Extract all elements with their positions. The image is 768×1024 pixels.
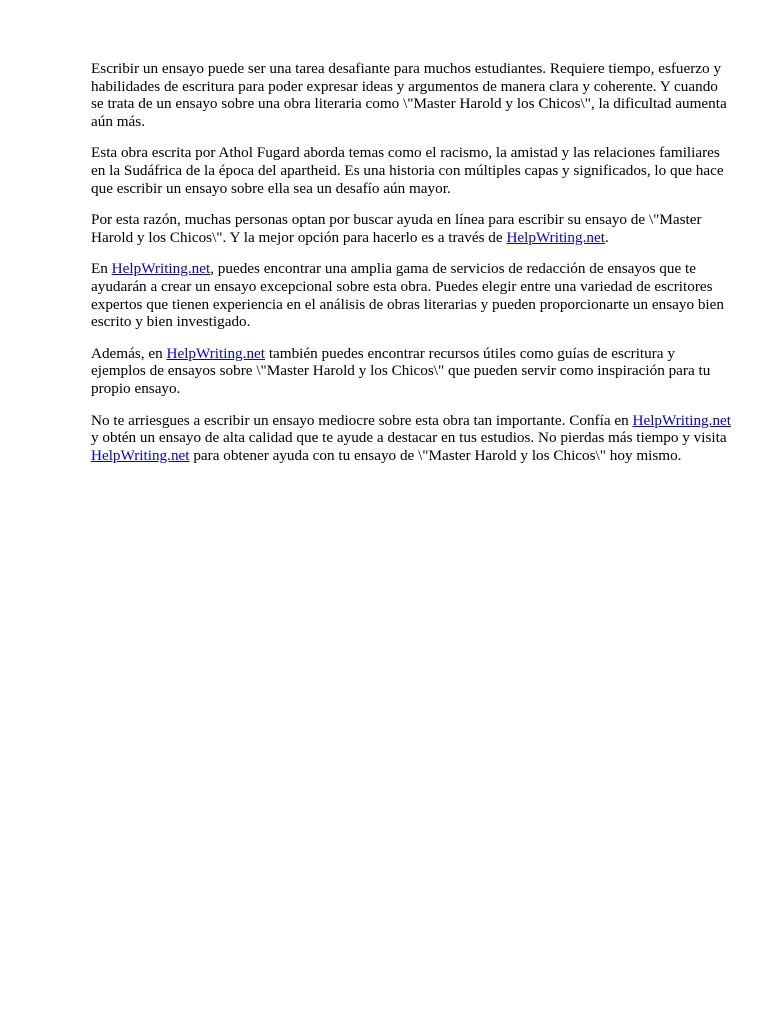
helpwriting-link[interactable]: HelpWriting.net [506,228,605,246]
paragraph-text: Además, en [91,344,167,362]
paragraph-6 [91,412,731,465]
paragraph-text: No te arriesgues a escribir un ensayo mediocre sobre esta obra tan importante. Confía en [91,411,633,429]
paragraph-text: En [91,260,112,278]
paragraph-3 [91,211,731,246]
helpwriting-link[interactable]: HelpWriting.net [632,411,732,429]
paragraph-text: y obtén un ensayo de alta calidad que te ayude a destacar en tus estudios. No pierdas más tiempo y visita [91,429,727,447]
paragraph-1 [91,60,731,130]
paragraph-5 [91,345,731,398]
helpwriting-link[interactable]: HelpWriting.net [91,446,190,464]
paragraph-4 [91,260,731,330]
paragraph-text: Esta obra escrita por Athol Fugard aborda temas como el racismo, la amistad y las relaciones familiares en la Sudáfrica de la época del apartheid. Es una historia con múltiples capas y significados, lo que hace que escribir un ensayo sobre ella sea un desafío aún mayor. [91,144,724,197]
paragraph-text: para obtener ayuda con tu ensayo de \"Master Harold y los Chicos\" hoy mismo. [189,446,682,464]
paragraph-text: , puedes encontrar una amplia gama de servicios de redacción de ensayos que te ayudarán a crear un ensayo excepcional sobre esta obra. Puedes elegir entre una variedad de escritores expertos que tienen experiencia en el análisis de obras literarias y pueden proporcionarte un ensayo bien escrito y bien investigado. [91,260,724,331]
paragraph-2 [91,144,731,197]
helpwriting-link[interactable]: HelpWriting.net [111,260,211,278]
paragraph-text: también puedes encontrar recursos útiles como guías de escritura y ejemplos de ensayos sobre \"Master Harold y los Chicos\" que pueden servir como inspiración para tu propio ensayo. [91,344,711,397]
paragraph-text: . [604,228,609,246]
paragraph-text: Por esta razón, muchas personas optan por buscar ayuda en línea para escribir su ensayo de \"Master Harold y los Chicos\". Y la mejor opción para hacerlo es a través de [91,211,702,246]
paragraph-text: Escribir un ensayo puede ser una tarea desafiante para muchos estudiantes. Requiere tiempo, esfuerzo y habilidades de escritura para poder expresar ideas y argumentos de manera clara y coherente. Y cuando se trata de un ensayo sobre una obra literaria como \"Master Harold y los Chicos\", la dificultad aumenta aún más. [91,60,727,130]
helpwriting-link[interactable]: HelpWriting.net [166,344,266,362]
